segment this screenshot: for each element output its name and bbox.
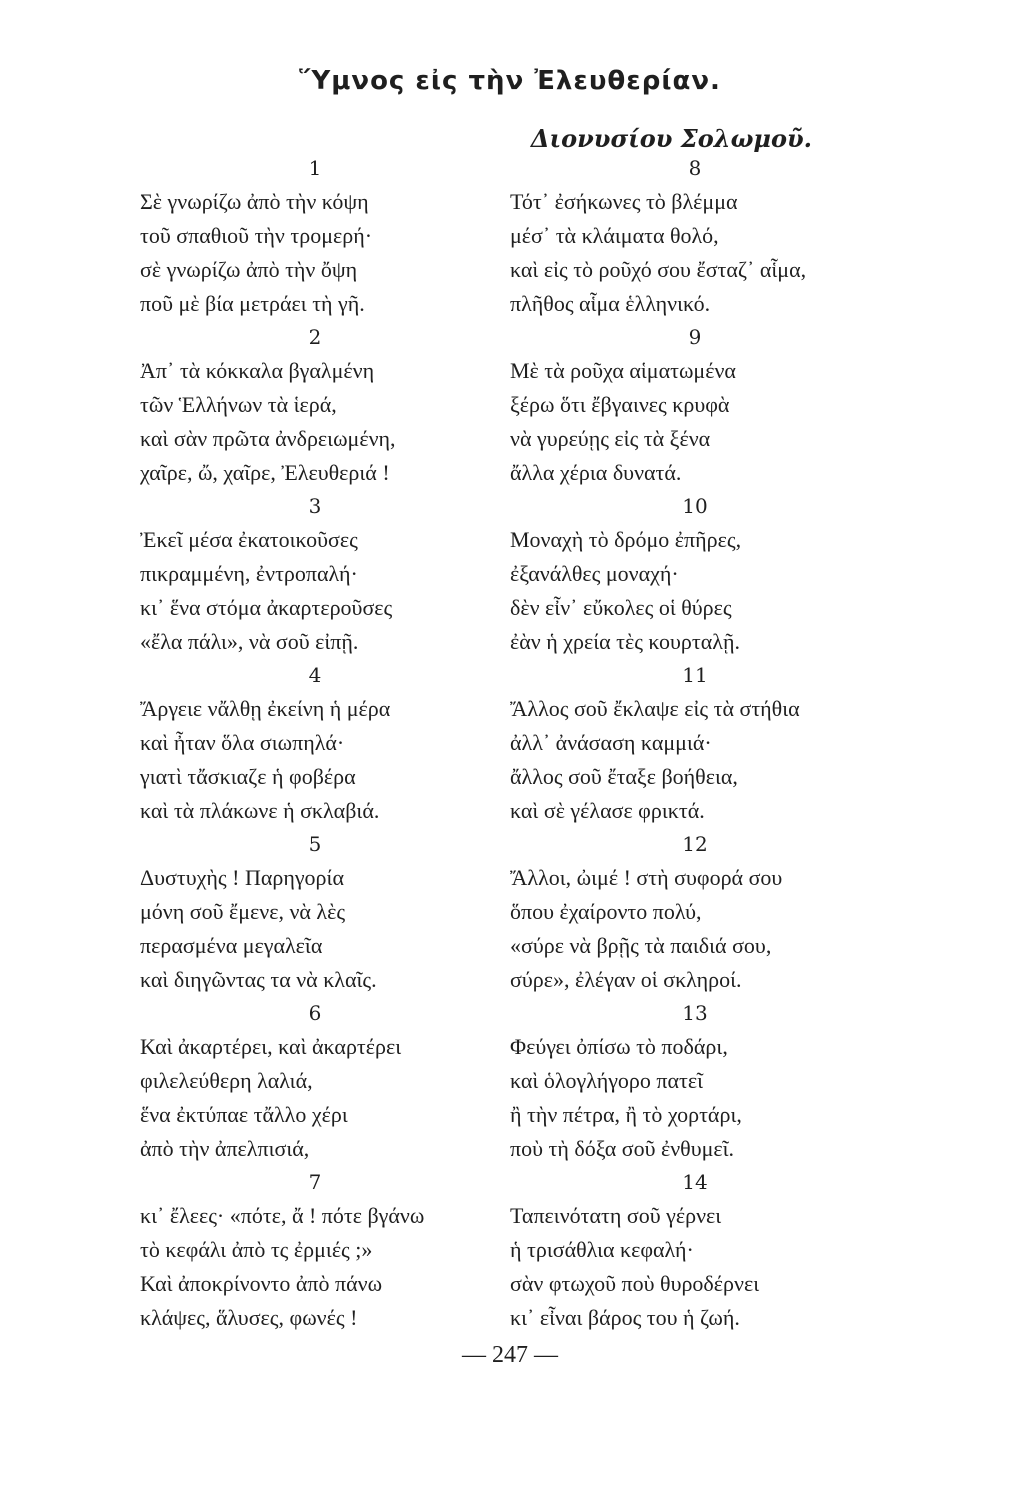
verse-line: χαῖρε, ὤ, χαῖρε, Ἐλευθεριά ! [140, 460, 390, 485]
stanza [510, 1166, 910, 1335]
verse-line: περασμένα μεγαλεῖα [140, 933, 323, 958]
verse-line: καὶ τὰ πλάκωνε ἡ σκλαβιά. [140, 798, 380, 823]
verse-line: πλῆθος αἷμα ἑλληνικό. [510, 291, 711, 316]
verse-line: Δυστυχὴς ! Παρηγορία [140, 865, 344, 890]
stanza-number: 9 [688, 325, 702, 349]
verse-line: «ἔλα πάλι», νὰ σοῦ εἰπῇ. [140, 629, 359, 654]
verse-line: Ἀπ᾽ τὰ κόκκαλα βγαλμένη [140, 358, 375, 383]
stanza-number: 4 [308, 663, 322, 687]
verse-line: Ἄλλοι, ὠιμέ ! στὴ συφορά σου [510, 865, 783, 890]
stanza [140, 997, 530, 1166]
stanza [510, 659, 910, 828]
verse-line: κι᾽ ἕνα στόμα ἀκαρτεροῦσες [140, 595, 393, 620]
stanza [140, 828, 530, 997]
verse-line: μόνη σοῦ ἔμενε, νὰ λὲς [140, 899, 346, 924]
verse-line: Ταπεινότατη σοῦ γέρνει [510, 1203, 722, 1228]
verse-line: Ἄργειε νἄλθῃ ἐκείνη ἡ μέρα [140, 696, 391, 721]
verse-line: κλάψες, ἅλυσες, φωνές ! [140, 1305, 358, 1330]
stanza-number: 1 [308, 156, 322, 180]
left-column [140, 152, 530, 1335]
stanza-number: 13 [682, 1001, 708, 1025]
page-number: — 247 — [462, 1342, 558, 1368]
verse-line: μέσ᾽ τὰ κλάιματα θολό, [510, 223, 719, 248]
verse-line: ἐὰν ἡ χρεία τὲς κουρταλῇ. [510, 629, 740, 654]
verse-line: νὰ γυρεύῃς εἰς τὰ ξένα [510, 426, 711, 451]
verse-line: τὸ κεφάλι ἀπὸ τς ἐρμιές ;» [140, 1237, 373, 1262]
verse-line: κι᾽ εἶναι βάρος του ἡ ζωή. [510, 1305, 740, 1330]
verse-line: Μὲ τὰ ροῦχα αἱματωμένα [510, 358, 736, 383]
verse-line: σύρε», ἐλέγαν οἱ σκληροί. [510, 967, 742, 992]
verse-line: Μοναχὴ τὸ δρόμο ἐπῆρες, [510, 527, 742, 552]
verse-line: ἢ τὴν πέτρα, ἢ τὸ χορτάρι, [510, 1102, 742, 1127]
stanza-number: 12 [682, 832, 708, 856]
stanza-number: 5 [308, 832, 322, 856]
verse-line: ποὺ τὴ δόξα σοῦ ἐνθυμεῖ. [510, 1136, 735, 1161]
stanza [510, 321, 910, 490]
verse-line: Ἄλλος σοῦ ἔκλαψε εἰς τὰ στήθια [510, 696, 800, 721]
verse-line: σὲ γνωρίζω ἀπὸ τὴν ὄψη [140, 257, 358, 282]
poem-title: Ὕμνος εἰς τὴν Ἐλευθερίαν. [299, 66, 721, 96]
verse-line: κι᾽ ἔλεες· «πότε, ἄ ! πότε βγάνω [140, 1203, 425, 1228]
stanza-number: 3 [308, 494, 322, 518]
stanza [510, 152, 910, 321]
verse-line: δὲν εἶν᾽ εὔκολες οἱ θύρες [510, 595, 732, 620]
verse-line: ὅπου ἐχαίροντο πολύ, [510, 899, 702, 924]
verse-line: τοῦ σπαθιοῦ τὴν τρομερή· [140, 223, 373, 248]
verse-line: Ἐκεῖ μέσα ἐκατοικοῦσες [140, 527, 358, 552]
stanza-number: 6 [308, 1001, 322, 1025]
verse-line: «σύρε νὰ βρῇς τὰ παιδιά σου, [510, 933, 772, 958]
stanza [140, 490, 530, 659]
verse-line: Φεύγει ὀπίσω τὸ ποδάρι, [510, 1034, 728, 1059]
stanza [140, 659, 530, 828]
stanza-number: 2 [308, 325, 322, 349]
verse-line: ἀπὸ τὴν ἀπελπισιά, [140, 1136, 310, 1161]
verse-line: ἕνα ἐκτύπαε τἄλλο χέρι [140, 1102, 348, 1127]
verse-line: καὶ σὰν πρῶτα ἀνδρειωμένη, [140, 426, 396, 451]
stanza-number: 7 [308, 1170, 322, 1194]
verse-line: καὶ ἦταν ὅλα σιωπηλά· [140, 730, 345, 755]
stanza [510, 997, 910, 1166]
stanza-number: 14 [682, 1170, 708, 1194]
verse-line: καὶ ὁλογλήγορο πατεῖ [510, 1068, 704, 1093]
verse-line: Τότ᾽ ἐσήκωνες τὸ βλέμμα [510, 189, 738, 214]
verse-line: Καὶ ἀποκρίνοντο ἀπὸ πάνω [140, 1271, 383, 1296]
author-name: Διονυσίου Σολωμοῦ. [530, 124, 812, 153]
verse-line: ἄλλος σοῦ ἔταξε βοήθεια, [510, 764, 738, 789]
verse-line: Σὲ γνωρίζω ἀπὸ τὴν κόψη [140, 189, 369, 214]
stanza-number: 10 [682, 494, 708, 518]
verse-line: ποῦ μὲ βία μετράει τὴ γῆ. [140, 291, 365, 316]
verse-line: ἄλλα χέρια δυνατά. [510, 460, 682, 485]
stanza [510, 828, 910, 997]
verse-line: ξέρω ὅτι ἔβγαινες κρυφὰ [510, 392, 730, 417]
verse-line: καὶ διηγῶντας τα νὰ κλαῖς. [140, 967, 377, 992]
verse-line: σὰν φτωχοῦ ποὺ θυροδέρνει [510, 1271, 760, 1296]
verse-line: ἀλλ᾽ ἀνάσαση καμμιά· [510, 730, 712, 755]
stanza-number: 11 [682, 663, 708, 687]
verse-line: καὶ σὲ γέλασε φρικτά. [510, 798, 705, 823]
right-column [510, 152, 910, 1335]
verse-line: καὶ εἰς τὸ ροῦχό σου ἔσταζ᾽ αἷμα, [510, 257, 807, 282]
verse-line: Καὶ ἀκαρτέρει, καὶ ἀκαρτέρει [140, 1034, 402, 1059]
verse-line: ἐξανάλθες μοναχή· [510, 561, 679, 586]
stanza [140, 321, 530, 490]
verse-line: φιλελεύθερη λαλιά, [140, 1068, 313, 1093]
verse-line: γιατὶ τἄσκιαζε ἡ φοβέρα [140, 764, 356, 789]
verse-line: ἡ τρισάθλια κεφαλή· [510, 1237, 694, 1262]
stanza [140, 152, 530, 321]
stanza-number: 8 [688, 156, 702, 180]
verse-line: πικραμμένη, ἐντροπαλή· [140, 561, 358, 586]
stanza [510, 490, 910, 659]
stanza [140, 1166, 530, 1335]
verse-line: τῶν Ἑλλήνων τὰ ἱερά, [140, 392, 337, 417]
